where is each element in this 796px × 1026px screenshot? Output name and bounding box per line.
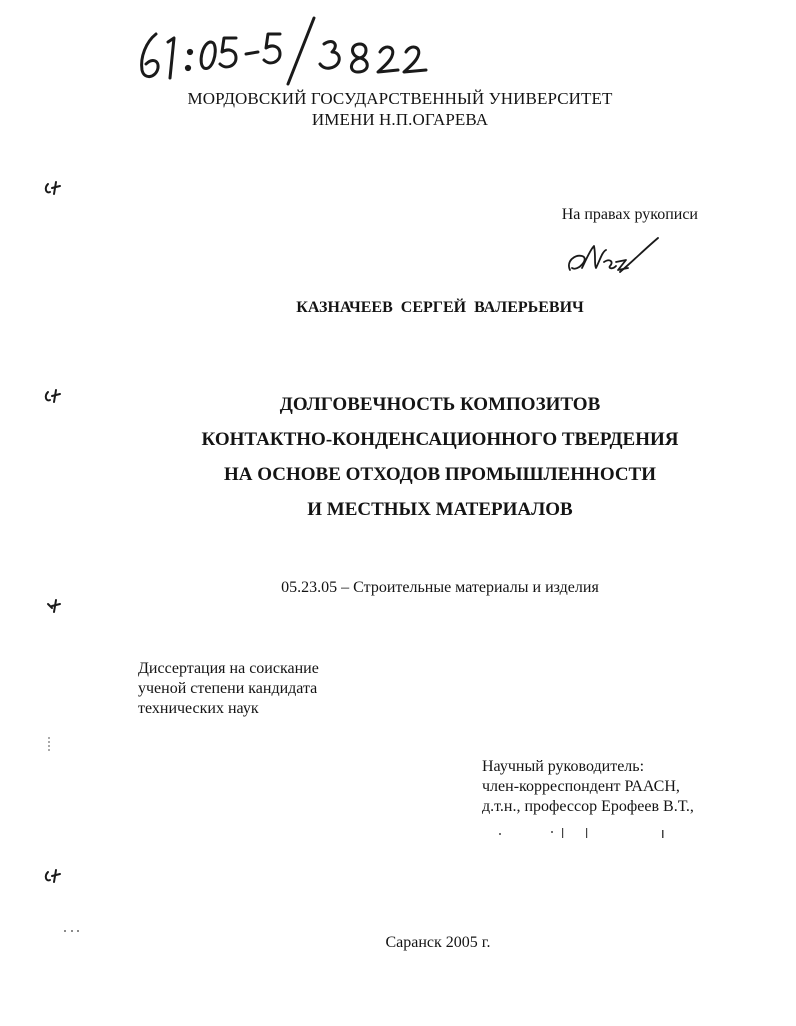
university-name — [120, 88, 680, 130]
degree-line-3: технических наук — [138, 700, 259, 717]
university-line-2: ИМЕНИ Н.П.ОГАРЕВА — [311, 110, 489, 129]
rights-label: На правах рукописи — [561, 206, 698, 223]
scan-speck — [62, 926, 82, 936]
specialty-code: 05.23.05 – Строительные материалы и изделия — [281, 579, 599, 596]
degree-statement — [138, 659, 398, 719]
scan-speck — [46, 736, 52, 754]
title-line-2: КОНТАКТНО-КОНДЕНСАЦИОННОГО ТВЕРДЕНИЯ — [201, 429, 679, 450]
title-line-3: НА ОСНОВЕ ОТХОДОВ ПРОМЫШЛЕННОСТИ — [223, 464, 657, 485]
binding-hole-mark — [40, 178, 70, 198]
scan-speck — [496, 826, 666, 840]
city-year: Саранск 2005 г. — [385, 934, 491, 951]
binding-hole-mark — [40, 386, 70, 406]
binding-hole-mark — [40, 596, 70, 616]
handwritten-archive-code — [128, 12, 458, 92]
title-line-1: ДОЛГОВЕЧНОСТЬ КОМПОЗИТОВ — [279, 394, 601, 415]
author-signature — [560, 232, 665, 282]
dissertation-title — [120, 387, 760, 527]
supervisor-line-3: д.т.н., профессор Ерофеев В.Т., — [482, 798, 694, 815]
degree-line-1: Диссертация на соискание — [138, 660, 319, 677]
title-line-4: И МЕСТНЫХ МАТЕРИАЛОВ — [307, 499, 573, 520]
supervisor-line-2: член-корреспондент РААСН, — [482, 778, 680, 795]
university-line-1: МОРДОВСКИЙ ГОСУДАРСТВЕННЫЙ УНИВЕРСИТЕТ — [187, 89, 613, 108]
supervisor-line-1: Научный руководитель: — [482, 758, 645, 775]
binding-hole-mark — [40, 866, 70, 886]
supervisor-block — [482, 757, 782, 817]
author-name: КАЗНАЧЕЕВ СЕРГЕЙ ВАЛЕРЬЕВИЧ — [296, 299, 584, 316]
degree-line-2: ученой степени кандидата — [138, 680, 318, 697]
